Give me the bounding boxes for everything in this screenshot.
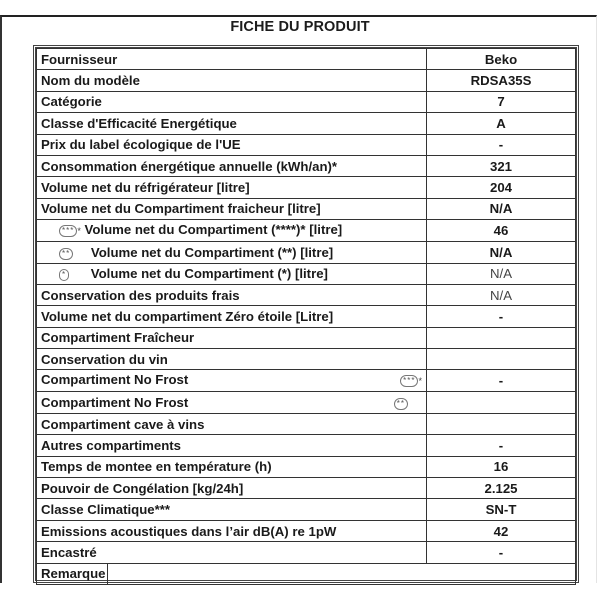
star-tail-icon: * xyxy=(418,376,422,387)
table-row-supplier xyxy=(37,49,576,70)
icon-wrap xyxy=(400,370,422,391)
row-value: 16 xyxy=(427,456,576,477)
table-row-fresh-compartment xyxy=(37,327,576,348)
row-label: Compartiment No Frost xyxy=(41,395,189,411)
row-value: 321 xyxy=(427,155,576,176)
row-label: Fournisseur xyxy=(37,49,427,70)
row-label: Remarque xyxy=(41,564,108,584)
row-value: - xyxy=(427,306,576,327)
table-row-eco-label xyxy=(37,134,576,155)
row-value: 46 xyxy=(427,220,576,242)
row-label-cell xyxy=(37,392,427,413)
table-row-no-frost-two-star xyxy=(37,392,576,413)
one-star-freezer-icon: * xyxy=(59,269,69,281)
row-label: Pouvoir de Congélation [kg/24h] xyxy=(37,478,427,499)
table-row-two-star-volume xyxy=(37,242,576,263)
row-label: Conservation du vin xyxy=(37,349,427,370)
row-label: Temps de montee en température (h) xyxy=(37,456,427,477)
row-label-cell xyxy=(37,370,427,392)
row-label: Volume net du réfrigérateur [litre] xyxy=(37,177,427,198)
row-value xyxy=(427,413,576,434)
row-value: N/A xyxy=(427,263,576,284)
table-row-one-star-volume xyxy=(37,263,576,284)
row-label: Volume net du Compartiment (*) [litre] xyxy=(90,266,328,282)
row-label: Classe d'Efficacité Energétique xyxy=(37,113,427,134)
table-row-category xyxy=(37,91,576,112)
row-value: - xyxy=(427,370,576,392)
row-label: Catégorie xyxy=(37,91,427,112)
row-value: RDSA35S xyxy=(427,70,576,91)
row-value: Beko xyxy=(427,49,576,70)
product-sheet-table xyxy=(33,45,579,583)
table-row-model xyxy=(37,70,576,91)
table-row-built-in xyxy=(37,542,576,563)
row-label: Compartiment cave à vins xyxy=(37,413,427,434)
row-value xyxy=(427,392,576,413)
row-label-cell xyxy=(37,242,427,263)
row-value: SN-T xyxy=(427,499,576,520)
table-row-energy-class xyxy=(37,113,576,134)
row-value: 204 xyxy=(427,177,576,198)
row-label: Compartiment No Frost xyxy=(41,372,189,388)
row-label: Encastré xyxy=(37,542,427,563)
row-label: Volume net du compartiment Zéro étoile [Litre] xyxy=(37,306,427,327)
row-label: Compartiment Fraîcheur xyxy=(37,327,427,348)
row-value xyxy=(427,349,576,370)
row-label: Emissions acoustiques dans l’air dB(A) re 1pW xyxy=(37,520,427,541)
four-star-freezer-icon: *** xyxy=(59,225,77,237)
row-label: Consommation énergétique annuelle (kWh/an)* xyxy=(37,155,427,176)
row-label: Autres compartiments xyxy=(37,435,427,456)
row-value: - xyxy=(427,542,576,563)
row-value: 7 xyxy=(427,91,576,112)
table-row-fridge-volume xyxy=(37,177,576,198)
row-value: N/A xyxy=(427,284,576,305)
row-value xyxy=(427,327,576,348)
table-row-fresh-compartment-volume xyxy=(37,198,576,219)
table-row-temperature-rise-time xyxy=(37,456,576,477)
table-row-fresh-storage xyxy=(37,284,576,305)
row-label: Volume net du Compartiment fraicheur [litre] xyxy=(37,198,427,219)
four-star-freezer-icon: *** xyxy=(400,375,418,387)
table-row-zero-star-volume xyxy=(37,306,576,327)
row-label: Conservation des produits frais xyxy=(37,284,427,305)
table-row-other-compartments xyxy=(37,435,576,456)
table-row-no-frost-four-star xyxy=(37,370,576,392)
icon-wrap xyxy=(394,393,408,412)
document-title: FICHE DU PRODUIT xyxy=(230,19,370,35)
row-label: Prix du label écologique de l'UE xyxy=(37,134,427,155)
table-row-climate-class xyxy=(37,499,576,520)
row-value: N/A xyxy=(427,198,576,219)
row-value: - xyxy=(427,134,576,155)
row-label: Nom du modèle xyxy=(37,70,427,91)
two-star-freezer-icon: ** xyxy=(394,398,408,410)
star-tail-icon: * xyxy=(77,226,81,237)
table-row-noise-emissions xyxy=(37,520,576,541)
row-value: 2.125 xyxy=(427,478,576,499)
table-row-four-star-volume xyxy=(37,220,576,242)
table-row-remarks xyxy=(37,563,576,584)
row-value: A xyxy=(427,113,576,134)
row-label: Classe Climatique*** xyxy=(37,499,427,520)
table-row-annual-consumption xyxy=(37,155,576,176)
table-row-wine-cellar xyxy=(37,413,576,434)
row-value: - xyxy=(427,435,576,456)
two-star-freezer-icon: ** xyxy=(59,248,73,260)
row-label: Volume net du Compartiment (****)* [litre] xyxy=(84,222,343,238)
row-label-cell xyxy=(37,220,427,242)
row-label: Volume net du Compartiment (**) [litre] xyxy=(90,244,334,260)
row-label-cell xyxy=(37,263,427,284)
table-row-wine-storage xyxy=(37,349,576,370)
table-row-freezing-capacity xyxy=(37,478,576,499)
row-value: N/A xyxy=(427,242,576,263)
remarks-cell xyxy=(37,563,576,584)
row-value: 42 xyxy=(427,520,576,541)
